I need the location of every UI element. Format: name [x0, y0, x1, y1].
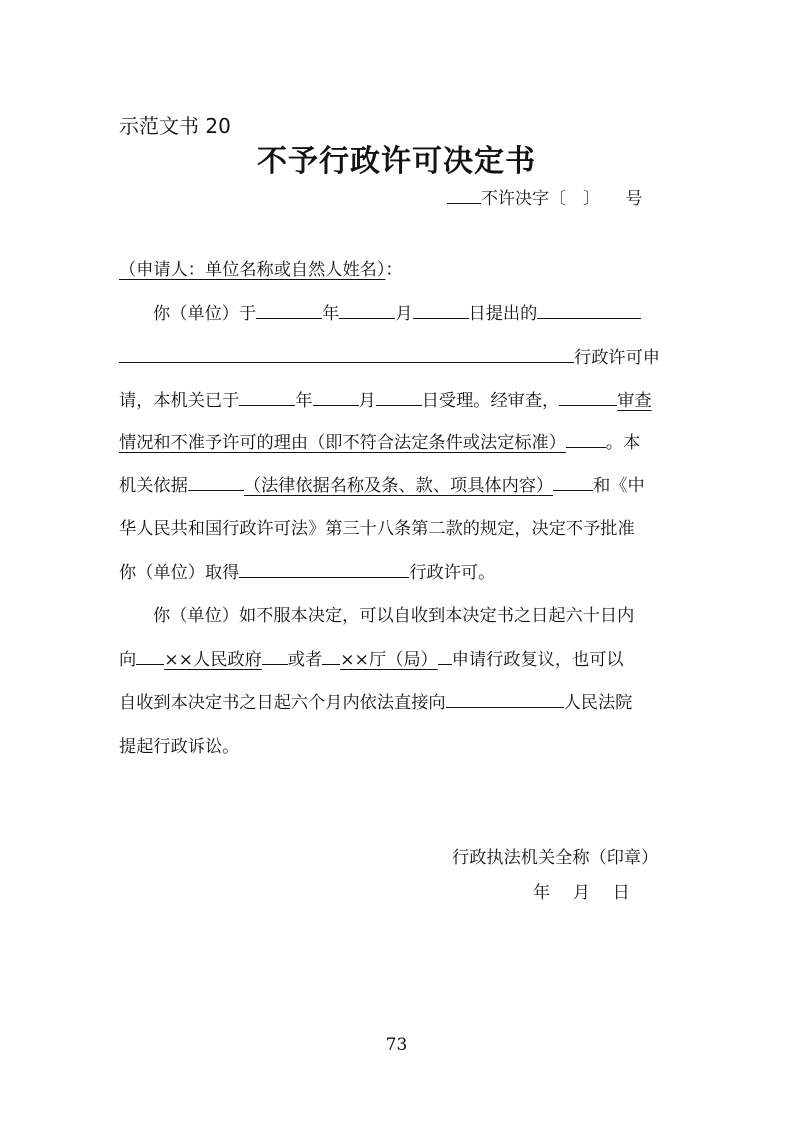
text-segment: 情况和不准予许可的理由（即不符合法定条件或法定标准） [119, 433, 566, 453]
blank-field [553, 475, 593, 491]
text-segment: 请，本机关已于 [119, 391, 240, 411]
issue-date: 年 月 日 [533, 883, 630, 903]
page-number: 73 [385, 1035, 408, 1055]
text-segment: 机关依据 [119, 476, 188, 496]
blank-field [537, 303, 641, 319]
text-segment: 你（单位）取得 [119, 563, 240, 583]
paragraph-2-line-2 [119, 645, 674, 670]
issuing-authority: 行政执法机关全称（印章） [452, 848, 659, 868]
blank-field [119, 347, 574, 363]
text-segment: 日受理。经审查， [421, 391, 560, 411]
paragraph-1-line-5 [119, 471, 674, 496]
blank-field [446, 692, 564, 708]
blank-field [438, 649, 452, 665]
paragraph-1-line-1 [153, 299, 674, 324]
text-segment: 你（单位）于 [153, 304, 257, 324]
text-segment: 年 [295, 391, 313, 411]
text-segment: 或者 [287, 650, 323, 670]
blank-field [262, 649, 288, 665]
paragraph-1-line-3 [119, 386, 674, 411]
colon: ： [385, 260, 403, 280]
recipient-line [119, 255, 674, 280]
text-segment: ××人民政府 [164, 650, 262, 670]
blank-field [239, 390, 295, 406]
recipient-placeholder: （申请人：单位名称或自然人姓名） [119, 260, 386, 280]
text-segment: 月 [395, 304, 413, 324]
blank-field [256, 303, 322, 319]
blank-field [376, 390, 422, 406]
blank-field [339, 303, 395, 319]
text-segment: 向 [119, 650, 137, 670]
paragraph-1-line-6: 华人民共和国行政许可法》第三十八条第二款的规定，决定不予批准 [119, 519, 635, 539]
text-segment: 行政许可。 [409, 563, 496, 583]
text-segment: 自收到本决定书之日起六个月内依法直接向 [119, 693, 446, 713]
text-segment: 行政许可申 [574, 348, 660, 368]
text-segment: 。本 [605, 433, 641, 453]
blank-field [413, 303, 469, 319]
blank-field [559, 390, 617, 406]
text-segment: （法律依据名称及条、款、项具体内容） [243, 476, 554, 496]
text-segment: ××厅（局） [340, 650, 438, 670]
document-label: 示范文书 20 [119, 114, 231, 138]
blank-field [447, 189, 481, 204]
blank-field [136, 649, 164, 665]
text-segment: 审查 [617, 391, 652, 411]
document-number-text: 不许决字〔 〕 号 [481, 189, 643, 209]
text-segment: 人民法院 [563, 693, 633, 713]
text-segment: 日提出的 [468, 304, 538, 324]
text-segment: 年 [322, 304, 340, 324]
paragraph-2-line-3 [119, 688, 674, 713]
paragraph-1-line-2 [119, 343, 674, 368]
text-segment: 和《中 [593, 476, 645, 496]
paragraph-1-line-4 [119, 428, 674, 453]
text-segment: 申请行政复议，也可以 [451, 650, 624, 670]
text-segment: 月 [358, 391, 376, 411]
document-number [447, 184, 643, 209]
blank-field [239, 562, 409, 578]
document-title: 不予行政许可决定书 [257, 144, 536, 179]
blank-field [566, 432, 606, 448]
blank-field [322, 649, 340, 665]
blank-field [188, 475, 244, 491]
blank-field [313, 390, 359, 406]
paragraph-2-line-1: 你（单位）如不服本决定，可以自收到本决定书之日起六十日内 [153, 606, 635, 626]
paragraph-1-line-7 [119, 558, 674, 583]
paragraph-2-line-4: 提起行政诉讼。 [119, 737, 240, 757]
